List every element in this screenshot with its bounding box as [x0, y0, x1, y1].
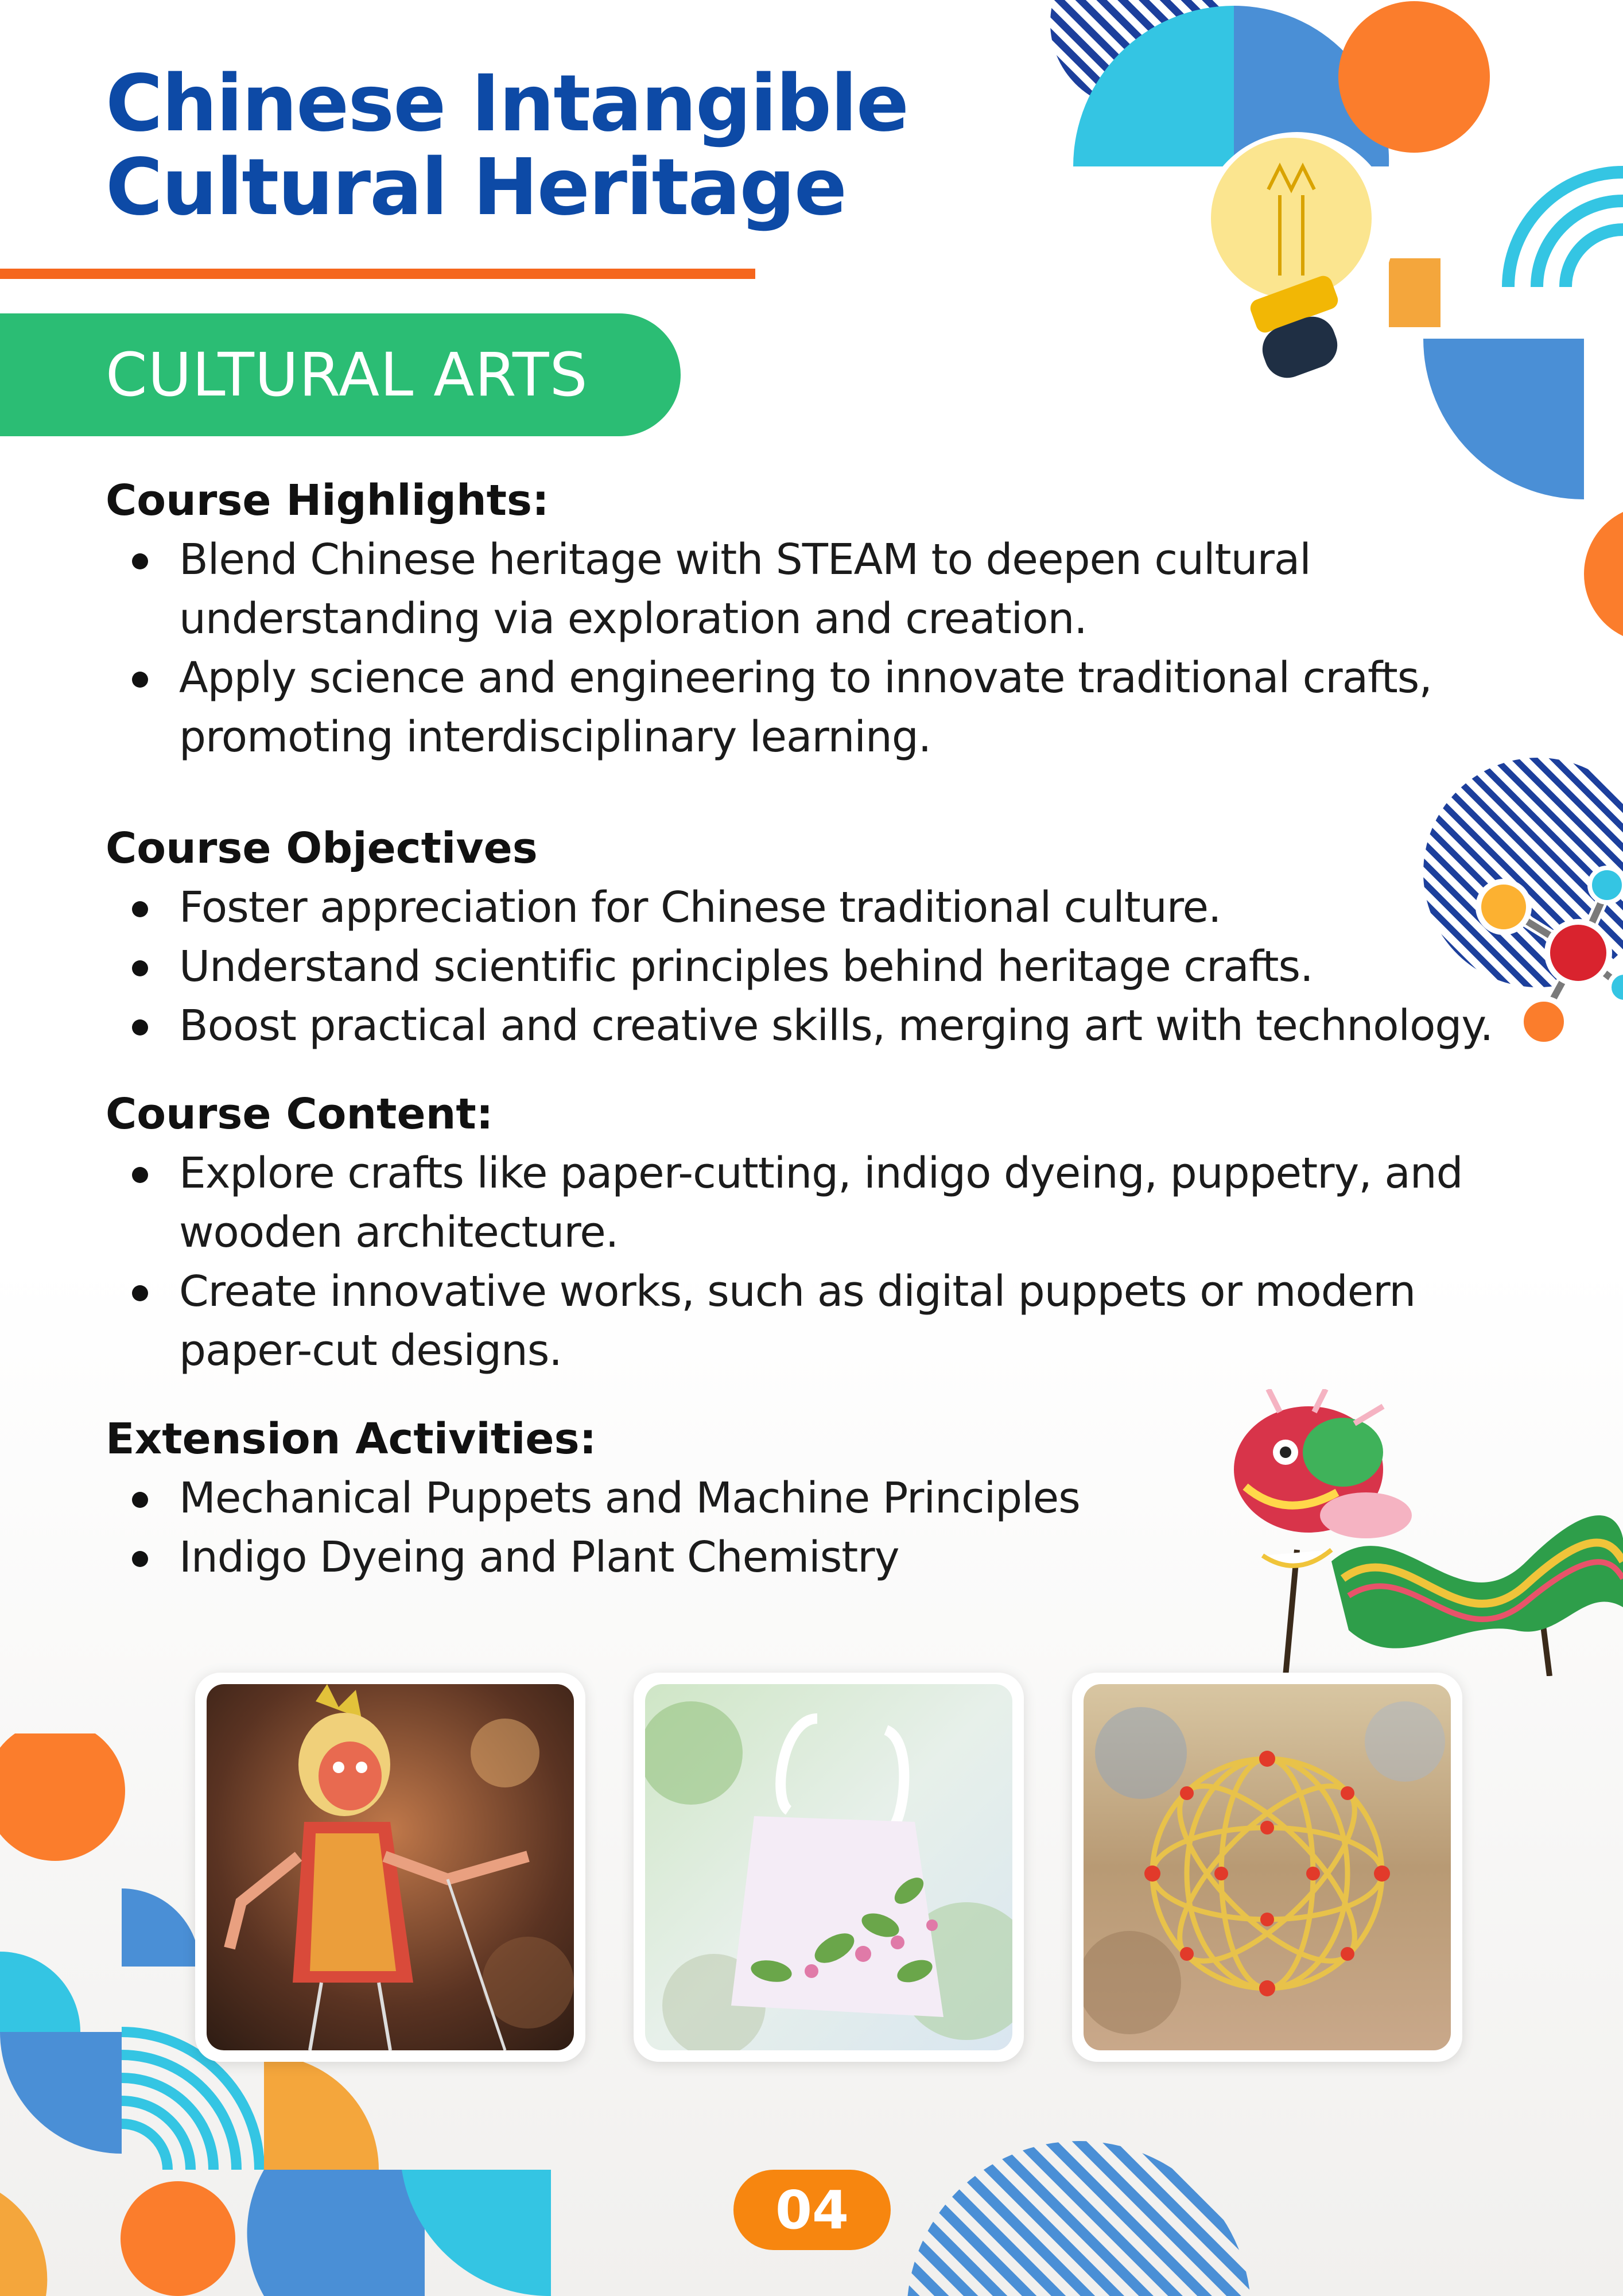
section-banner [0, 313, 681, 436]
list-item: Boost practical and creative skills, merging art with technology. [179, 996, 1499, 1056]
course-objectives-section [106, 819, 1493, 1056]
section-heading: Course Highlights: [106, 476, 549, 525]
list-item: Foster appreciation for Chinese traditional culture. [179, 878, 1499, 937]
list-item: Apply science and engineering to innovate traditional crafts, promoting interdisciplinary learning. [179, 649, 1499, 767]
list-item: Understand scientific principles behind heritage crafts. [179, 937, 1499, 996]
bamboo-ball-lantern-photo [1072, 1673, 1462, 2062]
bullet-list [179, 878, 1499, 1056]
lightbulb-icon [1199, 132, 1395, 385]
title-underline [0, 269, 755, 279]
shadow-puppet-photo [195, 1673, 585, 2062]
page-number: 04 [775, 2179, 849, 2241]
list-item: Explore crafts like paper-cutting, indigo dyeing, puppetry, and wooden architecture. [179, 1144, 1499, 1262]
title-line-2: Cultural Heritage [106, 142, 847, 233]
bullet-list [179, 1469, 1499, 1587]
section-heading: Extension Activities: [106, 1414, 597, 1464]
bullet-list [179, 530, 1499, 767]
course-highlights-section [106, 471, 1483, 767]
list-item: Create innovative works, such as digital puppets or modern paper-cut designs. [179, 1262, 1499, 1380]
top-right-geometric-decoration [1033, 0, 1623, 517]
section-heading: Course Objectives [106, 824, 538, 873]
list-item: Indigo Dyeing and Plant Chemistry [179, 1528, 1499, 1587]
right-orange-half-circle [1584, 505, 1623, 643]
list-item: Mechanical Puppets and Machine Principles [179, 1469, 1499, 1528]
page-title [106, 59, 1081, 233]
extension-activities-section [106, 1409, 1483, 1587]
section-label: CULTURAL ARTS [106, 340, 588, 410]
page-number-badge [733, 2170, 891, 2250]
indigo-dyed-tote-bag-photo [634, 1673, 1024, 2062]
bottom-striped-circle [838, 2141, 1274, 2296]
title-line-1: Chinese Intangible [106, 59, 908, 149]
bullet-list [179, 1144, 1499, 1380]
section-heading: Course Content: [106, 1089, 494, 1139]
list-item: Blend Chinese heritage with STEAM to deepen cultural understanding via exploration and creation. [179, 530, 1499, 649]
course-content [106, 471, 1493, 1639]
course-content-section [106, 1084, 1483, 1380]
